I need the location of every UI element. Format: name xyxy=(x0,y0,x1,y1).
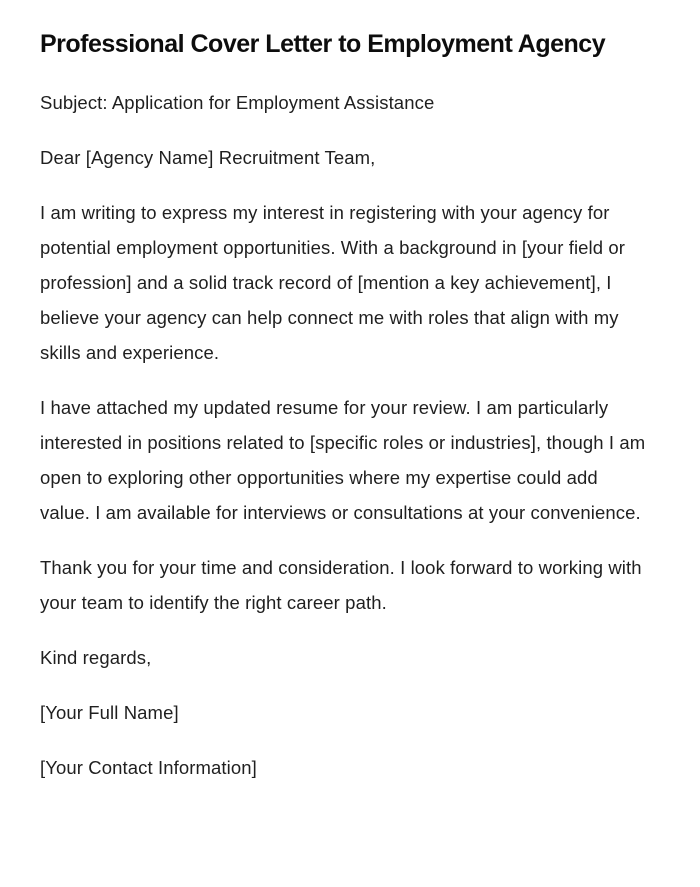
closing: Kind regards, xyxy=(40,647,152,668)
signature-name: [Your Full Name] xyxy=(40,702,179,723)
document-title: Professional Cover Letter to Employment Agency xyxy=(40,30,606,58)
body-paragraph-1: I am writing to express my interest in registering with your agency for potential employment opportunities. With a background in [your field or profession] and a solid track record of [mention a key achievement], I believe your agency can help connect me with roles that align with my skills and experience. xyxy=(40,202,626,363)
body-paragraph-3: Thank you for your time and consideration. I look forward to working with your team to identify the right career path. xyxy=(40,557,642,613)
subject-line: Subject: Application for Employment Assistance xyxy=(40,92,435,113)
body-paragraph-2: I have attached my updated resume for your review. I am particularly interested in positions related to [specific roles or industries], though I am open to exploring other opportunities where my expertise could add value. I am available for interviews or consultations at your convenience. xyxy=(40,397,646,523)
signature-contact: [Your Contact Information] xyxy=(40,757,257,778)
salutation: Dear [Agency Name] Recruitment Team, xyxy=(40,147,376,168)
